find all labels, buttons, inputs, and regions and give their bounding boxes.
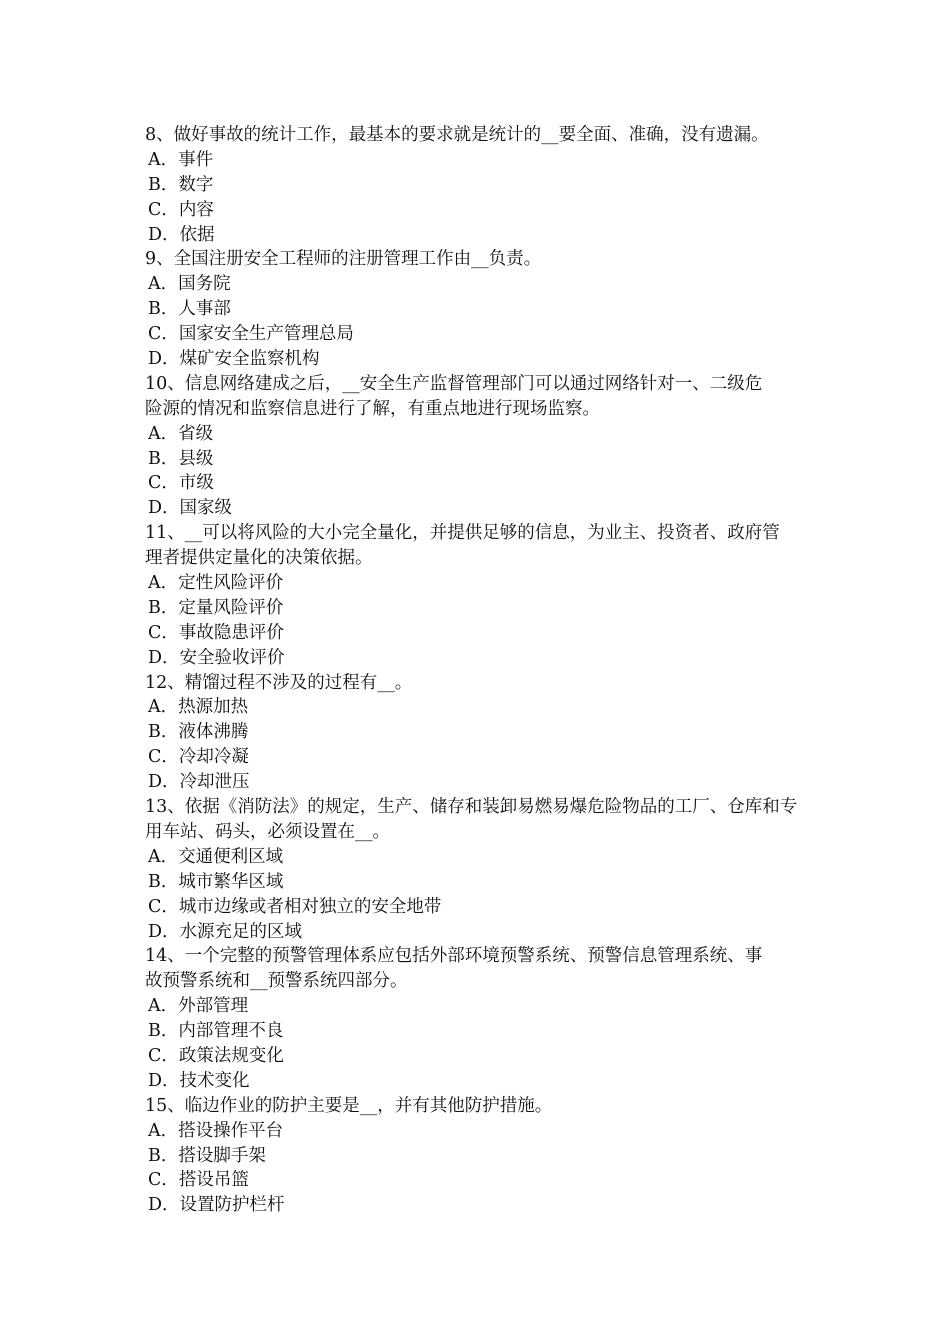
option-c: C．事故隐患评价 — [148, 622, 284, 643]
option-a: A．事件 — [148, 149, 214, 170]
question-block — [145, 123, 810, 247]
option-b: B．城市繁华区域 — [148, 871, 284, 892]
question-text: 理者提供定量化的决策依据。 — [145, 548, 373, 569]
option-a: A．定性风险评价 — [148, 573, 284, 594]
option-c: C．冷却冷凝 — [148, 747, 249, 768]
option-d: D．技术变化 — [148, 1070, 250, 1091]
question-block — [145, 795, 810, 944]
option-c: C．政策法规变化 — [148, 1045, 284, 1066]
question-block — [145, 671, 810, 795]
question-text: 9、全国注册安全工程师的注册管理工作由__负责。 — [145, 249, 542, 270]
option-d: D．水源充足的区域 — [148, 921, 303, 942]
option-a: A．省级 — [148, 423, 214, 444]
option-a: A．外部管理 — [148, 996, 249, 1017]
option-b: B．数字 — [148, 174, 214, 195]
question-block — [145, 944, 810, 1093]
option-a: A．交通便利区域 — [148, 846, 284, 867]
option-b: B．人事部 — [148, 299, 231, 320]
option-b: B．县级 — [148, 448, 214, 469]
question-block — [145, 521, 810, 670]
option-b: B．搭设脚手架 — [148, 1145, 266, 1166]
question-text: 13、依据《消防法》的规定，生产、储存和装卸易燃易爆危险物品的工厂、仓库和专 — [145, 797, 798, 818]
question-text: 险源的情况和监察信息进行了解，有重点地进行现场监察。 — [145, 398, 600, 419]
option-d: D．设置防护栏杆 — [148, 1195, 285, 1216]
option-c: C．城市边缘或者相对独立的安全地带 — [148, 896, 442, 917]
option-c: C．内容 — [148, 199, 214, 220]
question-block — [145, 372, 810, 521]
question-block — [145, 1094, 810, 1218]
option-b: B．液体沸腾 — [148, 722, 249, 743]
option-b: B．定量风险评价 — [148, 597, 284, 618]
question-text: 10、信息网络建成之后，__安全生产监督管理部门可以通过网络针对一、二级危 — [145, 373, 763, 394]
option-d: D．依据 — [148, 224, 215, 245]
option-d: D．安全验收评价 — [148, 647, 285, 668]
question-text: 15、临边作业的防护主要是__，并有其他防护措施。 — [145, 1095, 553, 1116]
option-a: A．热源加热 — [148, 697, 249, 718]
option-b: B．内部管理不良 — [148, 1021, 284, 1042]
question-text: 故预警系统和__预警系统四部分。 — [145, 971, 408, 992]
option-d: D．国家级 — [148, 498, 233, 519]
option-d: D．煤矿安全监察机构 — [148, 349, 320, 370]
option-c: C．搭设吊篮 — [148, 1170, 249, 1191]
question-list — [145, 123, 810, 1218]
question-text: 12、精馏过程不涉及的过程有__。 — [145, 672, 413, 693]
option-d: D．冷却泄压 — [148, 772, 250, 793]
option-a: A．搭设操作平台 — [148, 1120, 284, 1141]
option-a: A．国务院 — [148, 274, 231, 295]
question-text: 14、一个完整的预警管理体系应包括外部环境预警系统、预警信息管理系统、事 — [145, 946, 763, 967]
option-c: C．国家安全生产管理总局 — [148, 324, 354, 345]
question-text: 用车站、码头，必须设置在__。 — [145, 821, 390, 842]
question-text: 11、__可以将风险的大小完全量化，并提供足够的信息，为业主、投资者、政府管 — [145, 523, 780, 544]
question-block — [145, 247, 810, 371]
question-text: 8、做好事故的统计工作，最基本的要求就是统计的__要全面、准确，没有遗漏。 — [145, 125, 769, 145]
option-c: C．市级 — [148, 473, 214, 494]
